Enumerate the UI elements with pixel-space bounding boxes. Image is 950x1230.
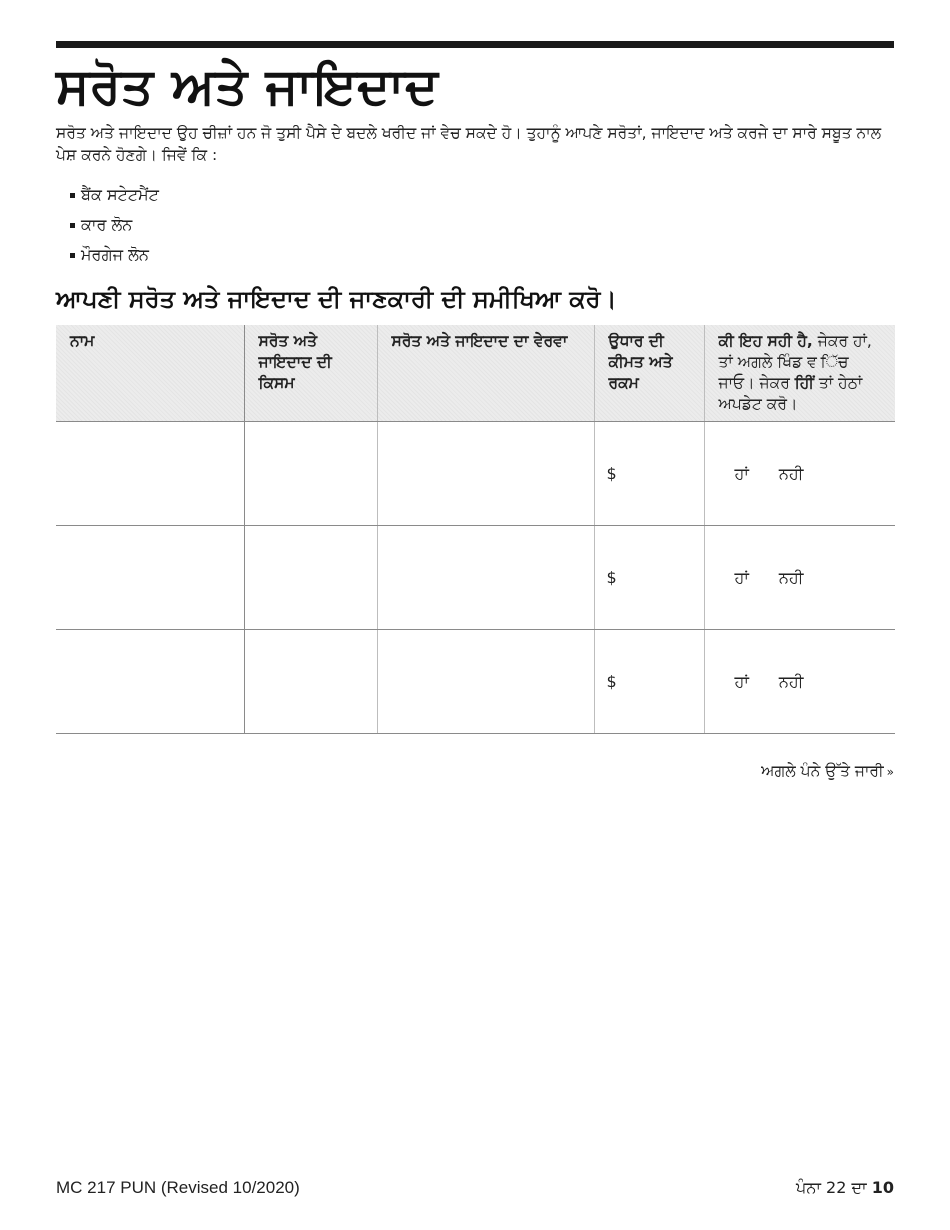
list-item [70,240,159,270]
resources-table [56,325,895,734]
dollar-sign: $ [606,464,617,483]
review-heading: ਆਪਣੀ ਸਰੋਤ ਅਤੇ ਜਾਇਦਾਦ ਦੀ ਜਾਣਕਾਰੀ ਦੀ ਸਮੀਖਿਆ ਕਰੋ। [56,285,617,313]
example-mortgage-loan: ਮੌਰਗੇਜ ਲੋਨ [81,245,149,264]
page-title: ਸਰੋਤ ਅਤੇ ਜਾਇਦਾਦ [56,57,439,115]
table-row [56,526,895,630]
cell-name[interactable] [56,422,244,526]
yes-option[interactable]: ਹਾਂ [734,671,749,691]
cell-description[interactable] [377,422,594,526]
continue-label: ਅਗਲੇ ਪੰਨੇ ਉੱਤੇ ਜਾਰੀ [761,762,884,780]
top-rule [56,41,894,48]
list-item [70,210,159,240]
bullet-square-icon [70,253,75,258]
example-car-loan: ਕਾਰ ਲੋਨ [81,215,133,234]
cell-type[interactable] [244,630,377,734]
table-header-row [56,325,895,422]
page-number-total: 10 [871,1178,894,1197]
yes-option[interactable]: ਹਾਂ [734,567,749,587]
cell-name[interactable] [56,630,244,734]
cell-type[interactable] [244,422,377,526]
column-header-value: ਉਧਾਰ ਦੀ ਕੀਮਤ ਅਤੇ ਰਕਮ [594,325,704,422]
page-number-prefix: ਪੰਨਾ 22 ਦਾ [796,1178,867,1197]
column-header-type: ਸਰੋਤ ਅਤੇ ਜਾਇਦਾਦ ਦੀ ਕਿਸਮ [244,325,377,422]
cell-correct [704,526,895,630]
list-item [70,180,159,210]
table-row [56,422,895,526]
correct-question: ਕੀ ਇਹ ਸਹੀ ਹੈ, [718,332,813,350]
cell-correct [704,630,895,734]
no-option[interactable]: ਨਹੀ [778,671,804,691]
column-header-correct [704,325,895,422]
intro-paragraph: ਸਰੋਤ ਅਤੇ ਜਾਇਦਾਦ ਉਹ ਚੀਜ਼ਾਂ ਹਨ ਜੋ ਤੁਸੀ ਪੈਸੇ ਦੇ ਬਦਲੇ ਖਰੀਦ ਜਾਂ ਵੇਚ ਸਕਦੇ ਹੋ। ਤੁਹਾਨੂੰ ਆਪਣੇ ਸਰੋਤਾਂ, ਜਾਇਦਾਦ ਅਤੇ ਕਰਜੇ ਦਾ ਸਾਰੇ ਸਬੂਤ ਨਾਲ ਪੇਸ਼ ਕਰਨੇ ਹੋਣਗੇ। ਜਿਵੇਂ ਕਿ : [56,124,882,164]
examples-list [70,180,159,270]
dollar-sign: $ [606,672,617,691]
cell-name[interactable] [56,526,244,630]
form-id: MC 217 PUN (Revised 10/2020) [56,1178,300,1197]
no-option[interactable]: ਨਹੀ [778,567,804,587]
page-number [796,1178,894,1198]
cell-description[interactable] [377,630,594,734]
double-chevron-right-icon: » [886,765,894,779]
dollar-sign: $ [606,568,617,587]
continued-next-page [761,762,894,781]
cell-description[interactable] [377,526,594,630]
bullet-square-icon [70,193,75,198]
yes-option[interactable]: ਹਾਂ [734,463,749,483]
correct-no-word: ਹਿੀਂ [794,374,814,392]
no-option[interactable]: ਨਹੀ [778,463,804,483]
cell-type[interactable] [244,526,377,630]
column-header-name: ਨਾਮ [56,325,244,422]
cell-value[interactable] [594,526,704,630]
column-header-description: ਸਰੋਤ ਅਤੇ ਜਾਇਦਾਦ ਦਾ ਵੇਰਵਾ [377,325,594,422]
correct-instruction-1: ਜੇਕਰ ਹਾਂ, ਤਾਂ ਅਗਲੇ ਖਿੰਡ ਵ ਿੱਚ ਜਾਓ। ਜੇਕਰ [718,332,872,392]
correct-instruction-2: ਤਾਂ ਹੇਠਾਂ ਅਪਡੇਟ ਕਰੋ। [718,374,863,413]
example-bank-statement: ਬੈਂਕ ਸਟੇਟਮੈਂਟ [81,185,159,204]
cell-value[interactable] [594,422,704,526]
table-row [56,630,895,734]
bullet-square-icon [70,223,75,228]
cell-value[interactable] [594,630,704,734]
cell-correct [704,422,895,526]
